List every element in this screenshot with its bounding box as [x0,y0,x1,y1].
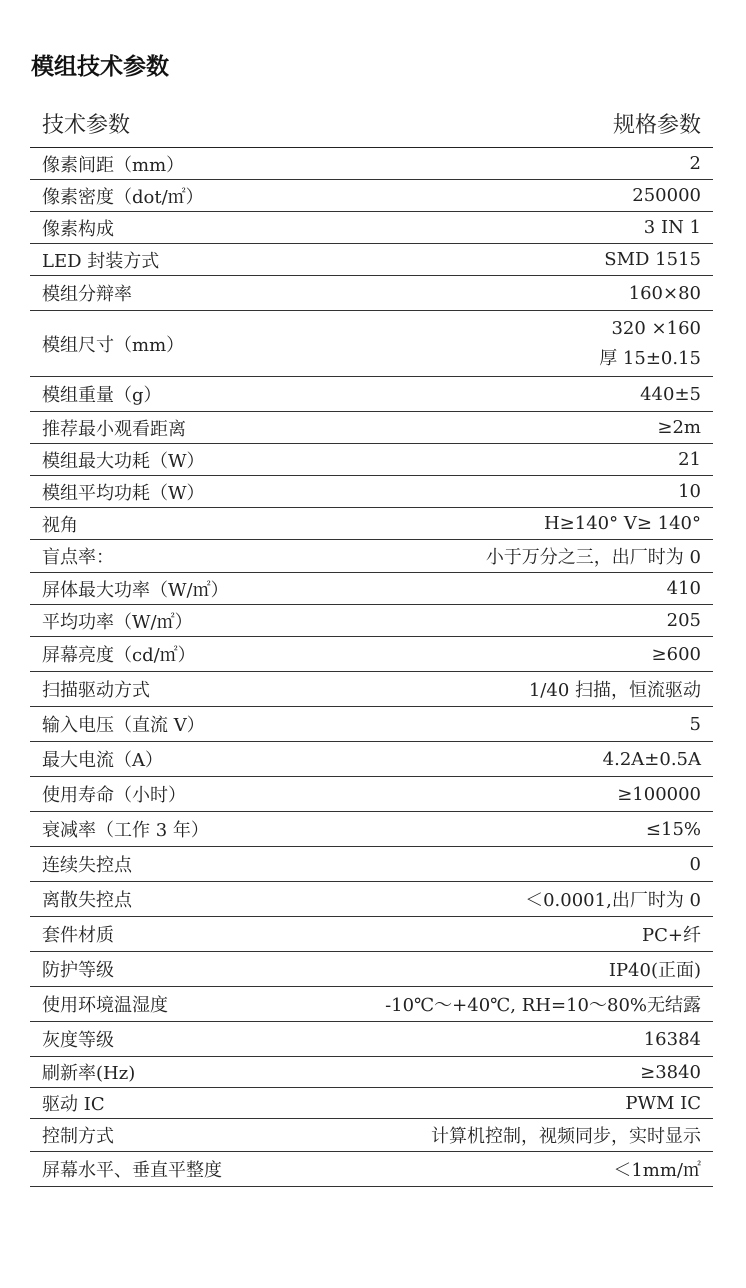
table-row [30,276,713,311]
row-label: 刷新率(Hz) [42,1063,136,1084]
table-row [30,1057,713,1088]
row-label: 灰度等级 [42,1030,114,1051]
row-value: 4.2A±0.5A [602,748,701,770]
row-value: 1/40 扫描，恒流驱动 [528,680,701,701]
row-value: 16384 [643,1028,701,1050]
row-value: SMD 1515 [604,249,701,270]
row-label: 屏幕水平、垂直平整度 [42,1160,222,1181]
table-row [30,476,713,508]
table-body [30,148,713,1187]
row-label: 像素构成 [42,218,114,240]
row-label: 套件材质 [42,925,114,946]
row-label: LED 封装方式 [42,250,160,272]
table-row [30,777,713,812]
table-row [30,707,713,742]
row-label: 扫描驱动方式 [42,680,150,701]
table-row [30,987,713,1022]
table-row [30,637,713,672]
header-param: 技术参数 [42,113,131,138]
row-value: 0 [689,853,701,875]
row-value: H≥140° V≥ 140° [543,513,701,534]
table-row [30,605,713,637]
row-value [599,314,701,374]
row-value: ≥3840 [640,1061,701,1083]
row-value: 小于万分之三，出厂时为 0 [485,547,701,568]
row-label: 平均功率（W/㎡） [42,611,193,633]
table-row [30,412,713,444]
row-label: 连续失控点 [42,855,132,876]
row-label: 输入电压（直流 V） [42,715,205,736]
table-row [30,573,713,605]
row-value: ＜0.0001,出厂时为 0 [525,890,701,911]
table-row [30,444,713,476]
table-row [30,1119,713,1152]
table-row [30,180,713,212]
row-label: 驱动 IC [42,1094,105,1115]
row-label: 推荐最小观看距离 [42,418,186,440]
row-label: 最大电流（A） [42,750,163,771]
row-value: 2 [689,153,701,174]
table-row [30,917,713,952]
table-row [30,1152,713,1187]
row-value: 440±5 [640,383,701,405]
row-value: ＜1mm/㎡ [613,1160,701,1181]
table-row [30,812,713,847]
row-label: 离散失控点 [42,890,132,911]
table-row [30,1022,713,1057]
table-row [30,508,713,540]
header-spec: 规格参数 [612,113,701,138]
table-row [30,148,713,180]
row-label: 屏体最大功率（W/㎡） [42,579,229,601]
row-label: 盲点率： [42,547,114,568]
row-value: -10℃～+40℃, RH=10～80%无结露 [385,995,701,1016]
table-row [30,1088,713,1119]
row-label: 模组最大功耗（W） [42,450,205,472]
row-label: 模组重量（g） [42,385,162,406]
row-label: 屏幕亮度（cd/㎡） [42,645,196,666]
table-row [30,311,713,377]
row-label: 视角 [42,514,78,536]
row-value-line: 厚 15±0.15 [599,347,701,369]
row-value: 计算机控制，视频同步，实时显示 [431,1126,701,1147]
table-row [30,212,713,244]
page-title: 模组技术参数 [31,54,169,80]
row-label: 模组平均功耗（W） [42,482,205,504]
row-value-line: 320 ×160 [611,317,701,339]
table-row [30,882,713,917]
table-header-row [30,100,713,148]
row-value: PC+纤 [642,925,701,946]
row-value: ≥2m [657,417,701,438]
table-row [30,244,713,276]
row-value: 205 [666,610,701,631]
row-value: 10 [678,481,701,502]
table-row [30,672,713,707]
table-row [30,540,713,573]
table-row [30,952,713,987]
row-label: 使用环境温湿度 [42,995,168,1016]
row-value: IP40(正面) [608,960,701,981]
table-row [30,377,713,412]
table-row [30,742,713,777]
row-value: 21 [678,449,701,470]
spec-table [30,100,713,1187]
row-label: 模组尺寸（mm） [42,334,185,356]
row-value: 250000 [632,185,701,206]
row-value: 410 [666,578,701,599]
row-label: 控制方式 [42,1126,114,1147]
table-row [30,847,713,882]
row-label: 像素密度（dot/㎡） [42,186,204,208]
row-value: ≥600 [651,643,701,665]
row-value: 3 IN 1 [643,217,701,238]
row-label: 防护等级 [42,960,114,981]
row-label: 使用寿命（小时） [42,785,186,806]
row-value: ≥100000 [617,783,701,805]
row-value: 5 [689,713,701,735]
row-value: 160×80 [628,282,701,304]
row-value: ≤15% [645,818,701,840]
row-value: PWM IC [625,1092,701,1114]
row-label: 衰减率（工作 3 年） [42,820,209,841]
row-label: 像素间距（mm） [42,154,185,176]
row-label: 模组分辩率 [42,284,132,305]
